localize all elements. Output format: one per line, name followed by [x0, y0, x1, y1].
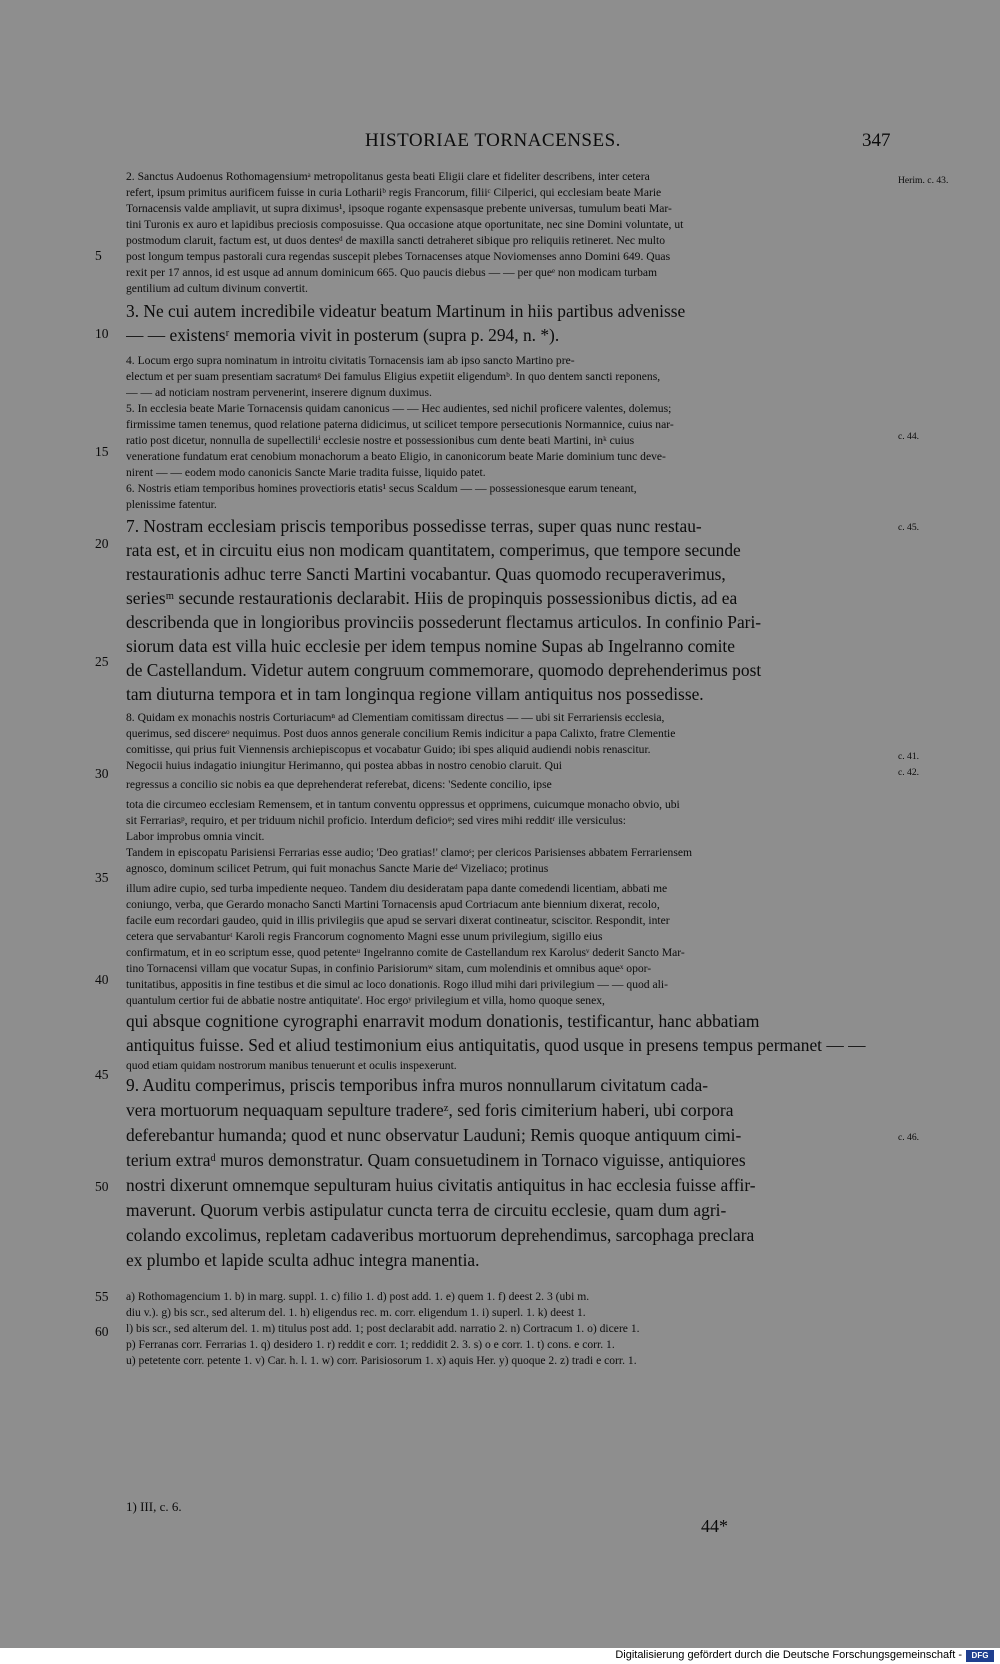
line-number: 15	[95, 444, 109, 459]
footnote: 1) III, c. 6.	[126, 1499, 182, 1514]
text-line: nostri dixerunt omnemque sepulturam huius civitatis antiquitus in hac ecclesia fuisse affir-	[126, 1175, 756, 1195]
text-line: 8. Quidam ex monachis nostris Corturiacumⁿ ad Clementiam comitissam directus — — ubi sit Ferrariensis ecclesia,	[126, 711, 665, 724]
text-line: confirmatum, et in eo scriptum esse, quod petenteᵘ Ingelranno comite de Castellandum rex Karolusᵛ dederit Sancto Mar-	[126, 946, 685, 959]
margin-note: c. 46.	[898, 1132, 920, 1143]
text-line: tota die circumeo ecclesiam Remensem, et in tantum conventu oppressus et opprimens, cuicumque monacho obvio, ubi	[126, 798, 680, 811]
text-line: tino Tornacensi villam que vocatur Supas, in confinio Parisiorumʷ sitam, cum molendinis et omnibus aqueˣ opor-	[126, 962, 652, 975]
margin-note: c. 44.	[898, 431, 920, 442]
text-line: terium extraᵈ muros demonstratur. Quam consuetudinem in Tornaco viguisse, antiquiores	[126, 1150, 746, 1170]
margin-note: c. 41.	[898, 751, 920, 762]
line-number: 25	[95, 654, 109, 669]
line-number: 30	[95, 766, 109, 781]
text-line: tunitatibus, appositis in fine testibus et die simul ac loco donationis. Rogo illud mihi dari privilegium — — quod ali-	[126, 978, 668, 991]
line-number: 20	[95, 536, 109, 551]
text-line: quod etiam quidam nostrorum manibus tenuerunt et oculis inspexerunt.	[126, 1059, 457, 1072]
line-number: 40	[95, 972, 109, 987]
text-line: siorum data est villa huic ecclesie per idem tempus nomine Supas ab Ingelranno comite	[126, 636, 735, 656]
dfg-logo-icon: DFG	[966, 1650, 994, 1662]
line-number: 50	[95, 1179, 109, 1194]
text-line: p) Ferranas corr. Ferrarias 1. q) desidero 1. r) reddit e corr. 1; reddidit 2. 3. s) o e corr. 1. t) cons. e corr. 1.	[126, 1338, 615, 1351]
text-line: cetera que servabanturᵗ Karoli regis Francorum cognomento Magni esse unum privilegium, sigillo eius	[126, 930, 603, 943]
text-line: describenda que in longioribus provinciis possederunt flectamus articulos. In confinio Pari-	[126, 612, 762, 632]
text-line: 4. Locum ergo supra nominatum in introitu civitatis Tornacensis iam ab ipso sancto Martino pre-	[126, 354, 575, 367]
text-line: — — existensʳ memoria vivit in posterum (supra p. 294, n. *).	[126, 325, 560, 345]
line-number: 45	[95, 1067, 109, 1082]
margin-note: c. 42.	[898, 767, 920, 778]
text-line: antiquitus fuisse. Sed et aliud testimonium eius antiquitatis, quod usque in presens tempus permanet — —	[126, 1035, 866, 1055]
funding-bar	[0, 1648, 1000, 1664]
text-line: ratio post dicetur, nonnulla de supellectiliⁱ ecclesie nostre et possessionibus cum dente beati Martini, inᵏ cuius	[126, 434, 635, 447]
text-line: rexit per 17 annos, id est usque ad annum dominicum 665. Quo paucis diebus — — per queᵉ non modicam turbam	[126, 266, 658, 279]
text-line: 7. Nostram ecclesiam priscis temporibus possedisse terras, super quas nunc restau-	[126, 516, 702, 536]
text-line: Tandem in episcopatu Parisiensi Ferrarias esse audio; 'Deo gratias!' clamoˢ; per clericos Parisienses abbatem Ferrariensem	[126, 846, 693, 859]
text-line: l) bis scr., sed alterum del. 1. m) titulus post add. 1; post declarabit add. narratio 2. n) Cortracum 1. o) dicere 1.	[126, 1322, 640, 1335]
text-line: querimus, sed discereᵒ nequimus. Post duos annos generale concilium Remis indicitur a papa Calixto, fratre Clementie	[126, 727, 676, 740]
running-title: HISTORIAE TORNACENSES.	[365, 130, 621, 151]
text-line: 5. In ecclesia beate Marie Tornacensis quidam canonicus — — Hec audientes, sed nichil proficere valentes, dolemus;	[126, 402, 672, 415]
text-line: 2. Sanctus Audoenus Rothomagensiumᵃ metropolitanus gesta beati Eligii clare et fideliter describens, inter cetera	[126, 170, 650, 183]
text-line: 3. Ne cui autem incredibile videatur beatum Martinum in hiis partibus advenisse	[126, 301, 686, 321]
line-number: 10	[95, 326, 109, 341]
text-line: refert, ipsum primitus aurificem fuisse in curia Lothariiᵇ regis Francorum, filiiᶜ Cilperici, qui ecclesiam beate Marie	[126, 186, 662, 199]
text-line: illum adire cupio, sed turba impediente nequeo. Tandem diu desideratam papa dante comedendi licentiam, abbati me	[126, 882, 668, 895]
text-line: deferebantur humanda; quod et nunc observatur Lauduni; Remis quoque antiquum cimi-	[126, 1125, 742, 1145]
text-line: agnosco, dominum scilicet Petrum, qui fuit monachus Sancte Marie deᵈ Vizeliaco; protinus	[126, 862, 549, 875]
text-line: ex plumbo et lapide sculta adhuc integra manentia.	[126, 1250, 480, 1270]
text-line: 9. Auditu comperimus, priscis temporibus infra muros nonnullarum civitatum cada-	[126, 1075, 708, 1095]
line-number: 55	[95, 1289, 109, 1304]
text-line: regressus a concilio sic nobis ea que deprehenderat referebat, dicens: 'Sedente concilio, ipse	[126, 778, 552, 791]
text-line: de Castellandum. Videtur autem congruum commemorare, quomodo deprehenderimus post	[126, 660, 762, 680]
text-line: a) Rothomagencium 1. b) in marg. suppl. 1. c) filio 1. d) post add. 1. e) quem 1. f) deest 2. 3 (ubi m.	[126, 1290, 590, 1303]
text-line: qui absque cognitione cyrographi enarravit modum donationis, testificantur, hanc abbatiam	[126, 1011, 760, 1031]
text-line: nirent — — eodem modo canonicis Sancte Marie tradita fuisse, liquido patet.	[126, 466, 486, 479]
signature-mark: 44*	[701, 1516, 728, 1536]
text-line: plenissime fatentur.	[126, 498, 217, 511]
text-line: tam diuturna tempora et in tam longinqua regione villam antiquitus nos possedisse.	[126, 684, 704, 704]
text-line: quantulum certior fui de abbatie nostre antiquitate'. Hoc ergoʸ privilegium et villa, homo quoque senex,	[126, 994, 605, 1007]
text-line: colando excolimus, repletam cadaveribus mortuorum deprehendimus, sarcophaga preclara	[126, 1225, 755, 1245]
line-number: 60	[95, 1324, 109, 1339]
margin-note: c. 45.	[898, 522, 920, 533]
line-number: 35	[95, 870, 109, 885]
text-line: u) petetente corr. petente 1. v) Car. h. l. 1. w) corr. Parisiosorum 1. x) aquis Her. y) quoque 2. z) tradi e corr. 1.	[126, 1354, 637, 1367]
text-line: maverunt. Quorum verbis astipulatur cuncta terra de circuitu ecclesie, quam dum agri-	[126, 1200, 727, 1220]
text-line: — — ad noticiam nostram pervenerint, inserere dignum duximus.	[126, 386, 432, 399]
text-line: postmodum claruit, factum est, ut duos dentesᵈ de maxilla sancti detraheret sibique pro reliquiis retineret. Nec multo	[126, 234, 666, 247]
funding-credit: Digitalisierung gefördert durch die Deutsche Forschungsgemeinschaft -	[615, 1649, 962, 1661]
text-line: firmissime tamen tenemus, quod relatione paterna didicimus, ut scilicet tempore persecutionis Normannice, cuius nar-	[126, 418, 674, 431]
text-line: Labor improbus omnia vincit.	[126, 830, 265, 843]
text-line: facile eum recordari gaudeo, quid in illis privilegiis que apud se servari dixerat contineatur, sciscitor. Respondit, inter	[126, 914, 670, 927]
text-line: post longum tempus pastorali cura regendas suscepit plebes Tornacenses atque Noviomenses anno Domini 649. Quas	[126, 250, 671, 263]
text-line: vera mortuorum nequaquam sepulture tradereᶻ, sed foris cimiterium haberi, ubi corpora	[126, 1100, 734, 1120]
text-line: gentilium ad cultum divinum convertit.	[126, 282, 308, 295]
text-line: Tornacensis valde ampliavit, ut supra diximus¹, ipsoque rogante expensasque prebente universas, tumulum beati Mar-	[126, 202, 672, 215]
text-line: electum et per suam presentiam sacratumᵍ Dei famulus Eligius expetiit eligendumᵇ. In quo dentem sancti reponens,	[126, 370, 661, 383]
text-line: seriesᵐ secunde restaurationis declarabit. Hiis de propinquis possessionibus dictis, ad ea	[126, 588, 738, 608]
page-number: 347	[862, 130, 891, 151]
text-line: tini Turonis ex auro et lapidibus preciosis composuisse. Qua occasione atque oportunitate, nec sine Domini voluntate, ut	[126, 218, 684, 231]
margin-note: Herim. c. 43.	[898, 175, 949, 186]
text-line: 6. Nostris etiam temporibus homines provectioris etatis¹ secus Scaldum — — possessionesque earum teneant,	[126, 482, 637, 495]
text-line: restaurationis adhuc terre Sancti Martini vocabantur. Quas quomodo recuperaverimus,	[126, 564, 726, 584]
text-line: veneratione fundatum erat cenobium monachorum a beato Eligio, in canonicorum beate Marie dominium tunc deve-	[126, 450, 666, 463]
line-number: 5	[95, 248, 102, 263]
text-line: comitisse, qui prius fuit Viennensis archiepiscopus et vocabatur Guido; ibi spes aliquid audiendi nobis renascitur.	[126, 743, 651, 756]
text-line: Negocii huius indagatio iniungitur Herimanno, qui postea abbas in nostro cenobio claruit. Qui	[126, 759, 562, 772]
text-line: sit Ferrariasᵖ, requiro, et per triduum nichil proficio. Interdum deficioᵠ; sed vires mihi redditʳ ille versiculus:	[126, 814, 627, 827]
text-line: coniungo, verba, que Gerardo monacho Sancti Martini Tornacensis apud Cortriacum ante biennium dixerat, recolo,	[126, 898, 660, 911]
text-line: diu v.). g) bis scr., sed alterum del. 1. h) eligendus rec. m. corr. eligendum 1. i) superl. 1. k) deest 1.	[126, 1306, 586, 1319]
text-line: rata est, et in circuitu eius non modicam quantitatem, comperimus, que tempore secunde	[126, 540, 741, 560]
